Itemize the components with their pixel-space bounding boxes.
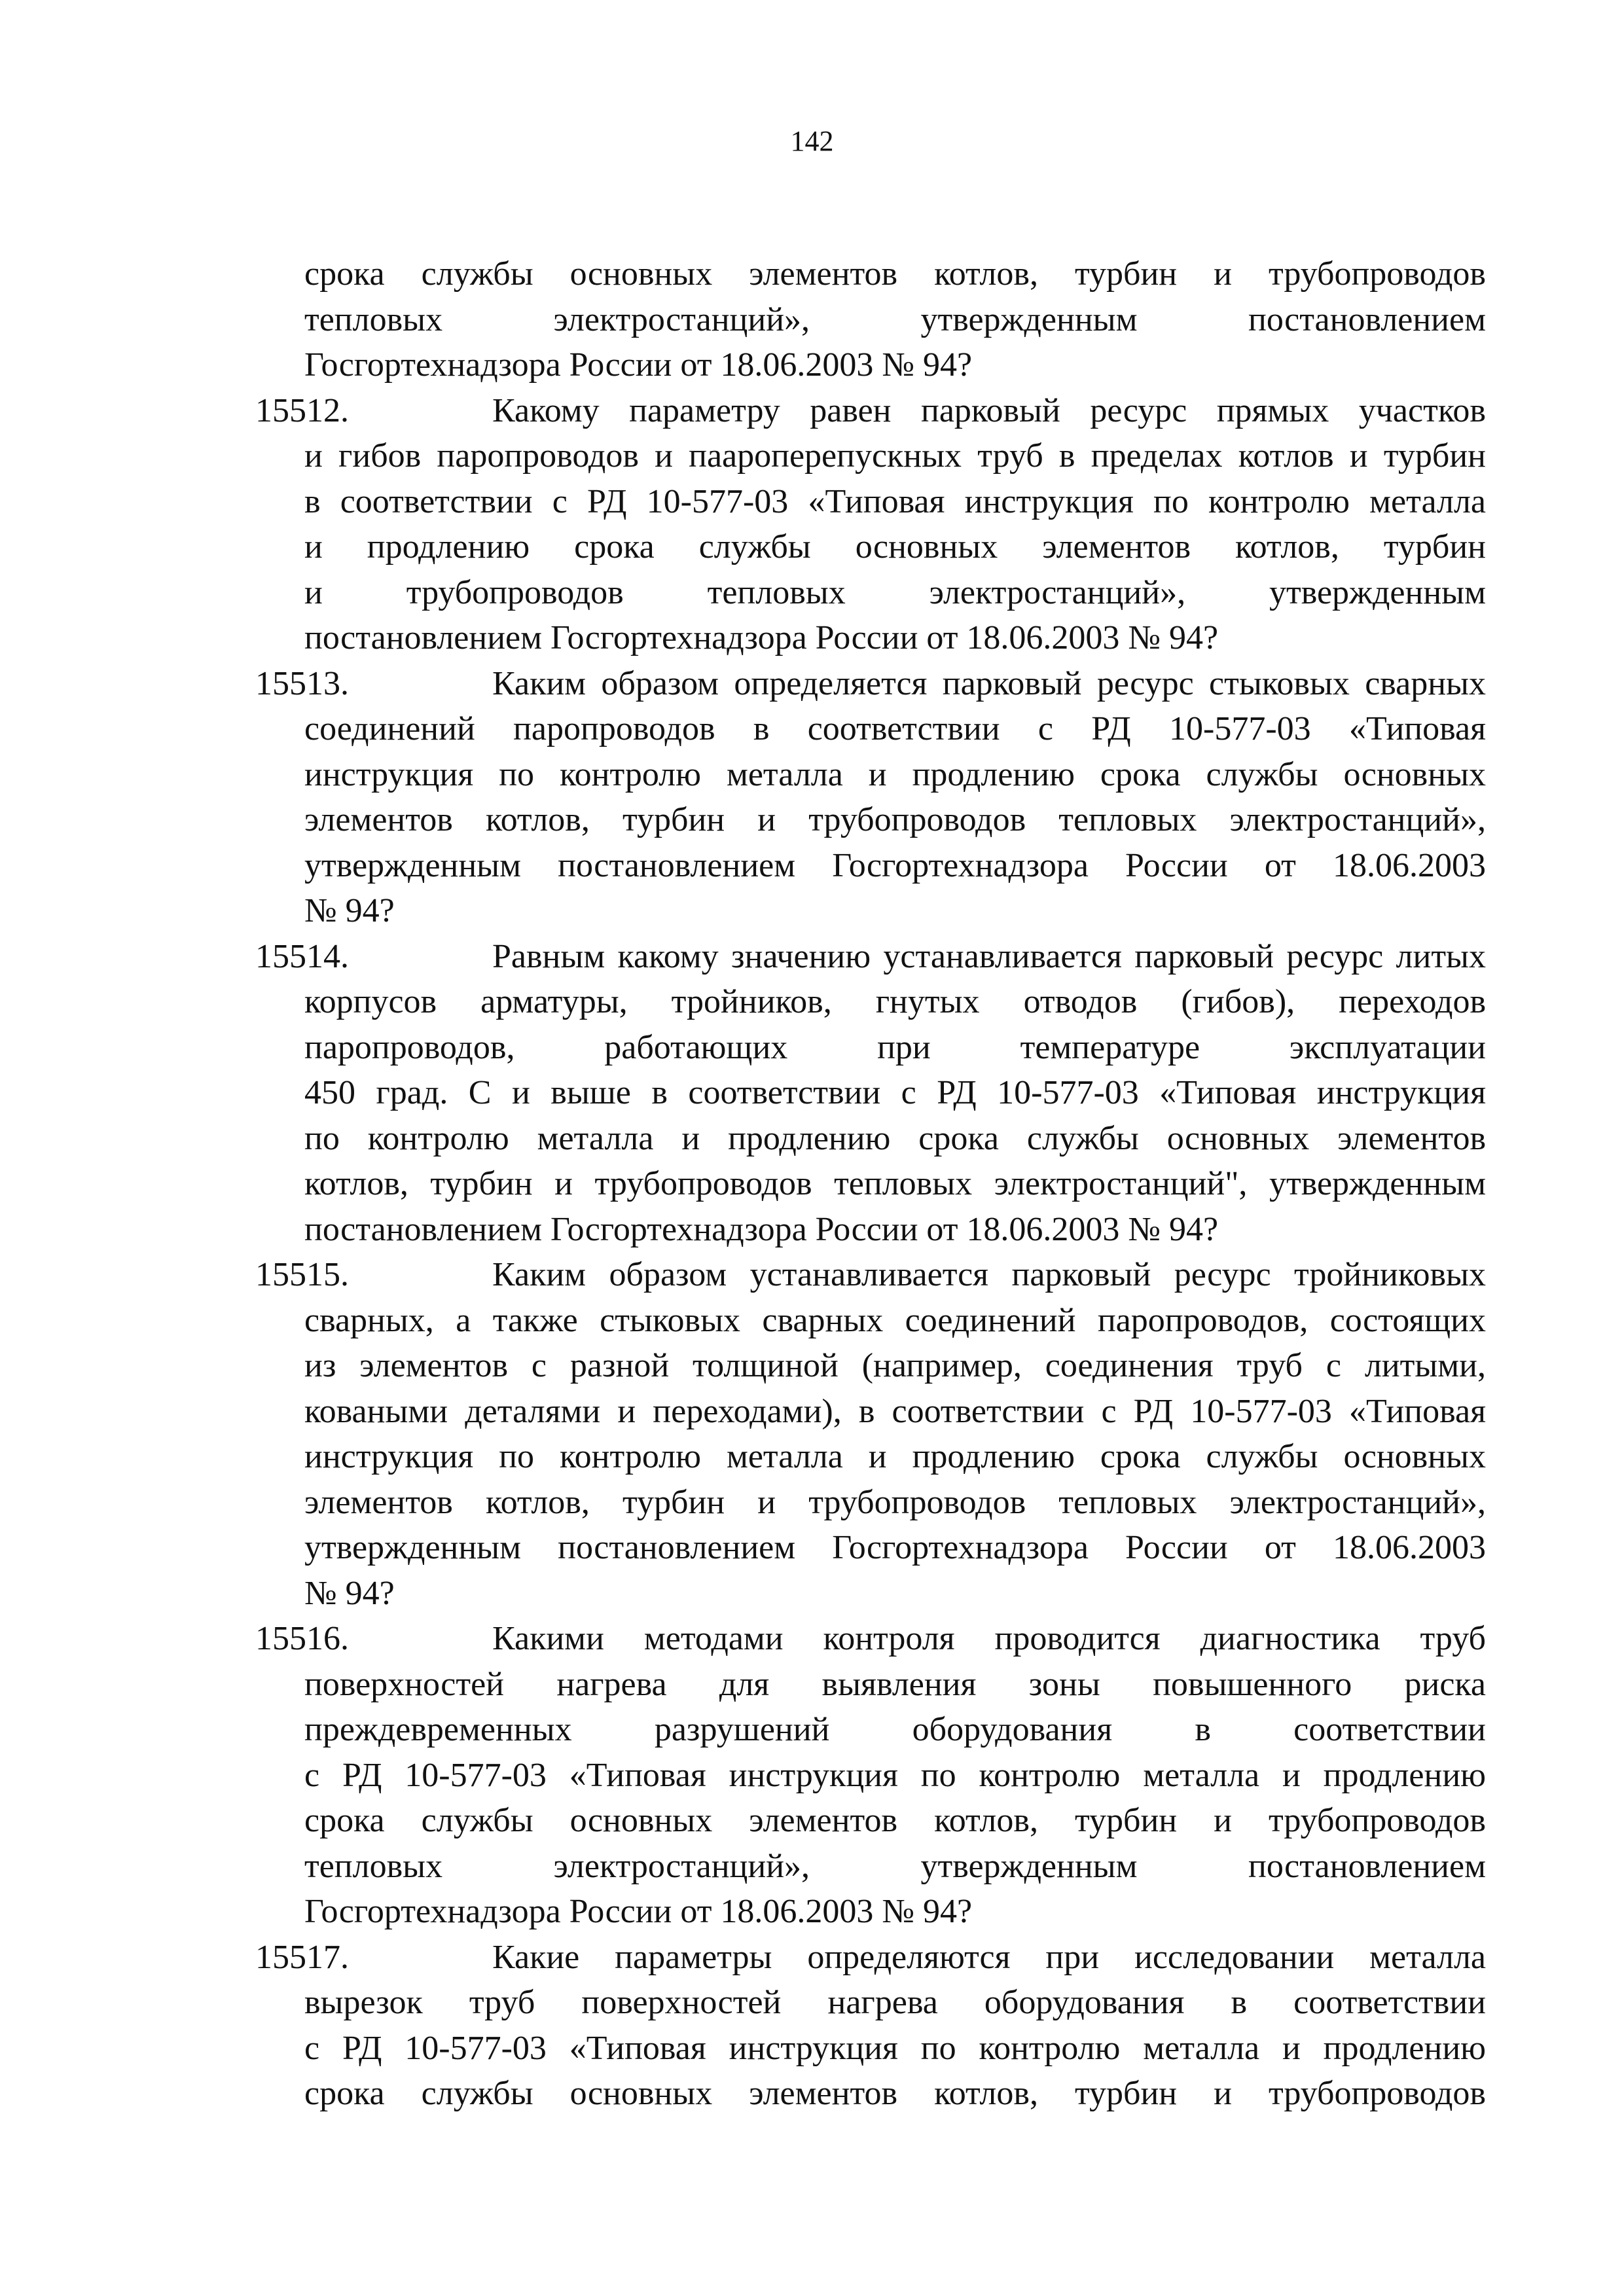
- text-line: 450 град. С и выше в соответствии с РД 10-577-03 «Типовая инструкция: [304, 1074, 1486, 1111]
- question-number: 15513.: [255, 664, 349, 702]
- text-line: Каким образом устанавливается парковый ресурс тройниковых: [492, 1256, 1486, 1293]
- text-line: № 94?: [304, 892, 395, 929]
- text-line: Равным какому значению устанавливается парковый ресурс литых: [492, 937, 1486, 975]
- question-number: 15512.: [255, 391, 349, 429]
- text-line: постановлением Госгортехнадзора России от 18.06.2003 № 94?: [304, 1210, 1219, 1248]
- text-line: постановлением Госгортехнадзора России от 18.06.2003 № 94?: [304, 619, 1219, 656]
- text-line: Госгортехнадзора России от 18.06.2003 № 94?: [304, 1893, 973, 1930]
- page-number: 142: [790, 125, 834, 157]
- question-entry: [255, 388, 1486, 661]
- text-line: срока службы основных элементов котлов, турбин и трубопроводов: [304, 255, 1486, 293]
- question-number: 15515.: [255, 1256, 349, 1293]
- text-line: Какие параметры определяются при исследовании металла: [492, 1938, 1486, 1976]
- text-line: с РД 10-577-03 «Типовая инструкция по контролю металла и продлению: [304, 1756, 1486, 1794]
- text-line: Какими методами контроля проводится диагностика труб: [492, 1620, 1486, 1657]
- question-entry: [255, 1616, 1486, 1935]
- text-line: элементов котлов, турбин и трубопроводов тепловых электростанций»,: [304, 1483, 1486, 1521]
- text-line: срока службы основных элементов котлов, турбин и трубопроводов: [304, 2075, 1486, 2112]
- text-line: элементов котлов, турбин и трубопроводов тепловых электростанций»,: [304, 801, 1486, 838]
- text-line: срока службы основных элементов котлов, турбин и трубопроводов: [304, 1802, 1486, 1839]
- text-line: поверхностей нагрева для выявления зоны повышенного риска: [304, 1665, 1486, 1703]
- question-number: 15517.: [255, 1938, 349, 1976]
- text-line: и трубопроводов тепловых электростанций», утвержденным: [304, 573, 1486, 611]
- document-body: [255, 251, 1486, 2117]
- text-line: Каким образом определяется парковый ресурс стыковых сварных: [492, 664, 1486, 702]
- question-entry: [255, 934, 1486, 1253]
- question-number: 15514.: [255, 937, 349, 975]
- text-line: тепловых электростанций», утвержденным постановлением: [304, 300, 1486, 338]
- text-line: котлов, турбин и трубопроводов тепловых электростанций", утвержденным: [304, 1165, 1486, 1202]
- text-line: утвержденным постановлением Госгортехнадзора России от 18.06.2003: [304, 846, 1486, 884]
- question-number: 15516.: [255, 1620, 349, 1657]
- text-line: вырезок труб поверхностей нагрева оборудования в соответствии: [304, 1984, 1486, 2021]
- text-line: Госгортехнадзора России от 18.06.2003 № 94?: [304, 346, 973, 384]
- text-line: соединений паропроводов в соответствии с РД 10-577-03 «Типовая: [304, 710, 1486, 747]
- text-line: Какому параметру равен парковый ресурс прямых участков: [492, 391, 1486, 429]
- text-line: преждевременных разрушений оборудования в соответствии: [304, 1711, 1486, 1748]
- text-line: паропроводов, работающих при температуре эксплуатации: [304, 1028, 1486, 1066]
- text-line: коваными деталями и переходами), в соответствии с РД 10-577-03 «Типовая: [304, 1392, 1486, 1430]
- text-line: тепловых электростанций», утвержденным постановлением: [304, 1847, 1486, 1885]
- text-line: и продлению срока службы основных элементов котлов, турбин: [304, 528, 1486, 565]
- question-entry: [255, 1935, 1486, 2117]
- text-line: по контролю металла и продлению срока службы основных элементов: [304, 1119, 1486, 1157]
- text-line: с РД 10-577-03 «Типовая инструкция по контролю металла и продлению: [304, 2029, 1486, 2067]
- text-line: утвержденным постановлением Госгортехнадзора России от 18.06.2003: [304, 1529, 1486, 1566]
- text-line: сварных, а также стыковых сварных соединений паропроводов, состоящих: [304, 1301, 1486, 1339]
- text-line: инструкция по контролю металла и продлению срока службы основных: [304, 1438, 1486, 1475]
- text-line: инструкция по контролю металла и продлению срока службы основных: [304, 755, 1486, 793]
- question-entry: [255, 661, 1486, 934]
- text-line: и гибов паропроводов и паароперепускных труб в пределах котлов и турбин: [304, 437, 1486, 475]
- text-line: корпусов арматуры, тройников, гнутых отводов (гибов), переходов: [304, 983, 1486, 1020]
- text-line: из элементов с разной толщиной (например, соединения труб с литыми,: [304, 1347, 1486, 1384]
- text-line: № 94?: [304, 1574, 395, 1612]
- text-line: в соответствии с РД 10-577-03 «Типовая инструкция по контролю металла: [304, 482, 1486, 520]
- continuation-paragraph: [255, 251, 1486, 388]
- question-entry: [255, 1252, 1486, 1616]
